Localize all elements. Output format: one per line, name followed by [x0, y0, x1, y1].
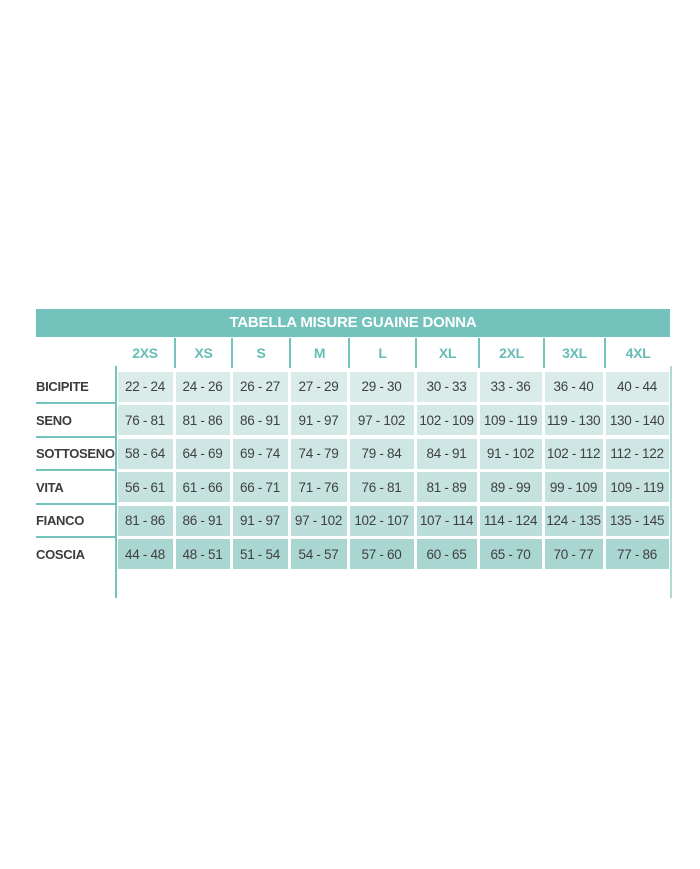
size-cell: 69 - 74	[233, 439, 288, 469]
size-cell: 79 - 84	[350, 439, 414, 469]
size-cell: 76 - 81	[350, 472, 414, 502]
size-cell: 48 - 51	[176, 539, 230, 569]
size-cell: 84 - 91	[417, 439, 477, 469]
size-cell: 29 - 30	[350, 372, 414, 402]
size-cell: 60 - 65	[417, 539, 477, 569]
row-label-coscia: COSCIA	[36, 546, 85, 562]
size-cell: 64 - 69	[176, 439, 230, 469]
size-grid	[36, 338, 670, 569]
size-cell: 71 - 76	[291, 472, 347, 502]
column-header-2xs: 2XS	[132, 345, 158, 361]
size-cell: 24 - 26	[176, 372, 230, 402]
size-cell: 130 - 140	[606, 405, 669, 435]
size-cell: 86 - 91	[233, 405, 288, 435]
size-cell: 99 - 109	[545, 472, 603, 502]
size-cell: 58 - 64	[118, 439, 173, 469]
size-cell: 119 - 130	[545, 405, 603, 435]
column-header-s: S	[231, 338, 289, 368]
size-cell: 97 - 102	[350, 405, 414, 435]
size-cell: 107 - 114	[417, 506, 477, 536]
size-cell: 86 - 91	[176, 506, 230, 536]
column-header-m: M	[289, 338, 348, 368]
column-header-xs: XS	[174, 338, 231, 368]
size-cell: 102 - 107	[350, 506, 414, 536]
size-cell: 81 - 86	[118, 506, 173, 536]
size-cell: 65 - 70	[480, 539, 542, 569]
column-header-4xl: 4XL	[604, 338, 670, 368]
size-cell: 40 - 44	[606, 372, 669, 402]
size-cell: 77 - 86	[606, 539, 669, 569]
size-table	[36, 309, 670, 569]
column-header-l: L	[348, 338, 415, 368]
size-cell: 97 - 102	[291, 506, 347, 536]
size-cell: 102 - 109	[417, 405, 477, 435]
size-cell: 89 - 99	[480, 472, 542, 502]
size-cell: 27 - 29	[291, 372, 347, 402]
table-title: TABELLA MISURE GUAINE DONNA	[36, 309, 670, 337]
size-cell: 74 - 79	[291, 439, 347, 469]
size-cell: 56 - 61	[118, 472, 173, 502]
size-cell: 91 - 97	[291, 405, 347, 435]
size-cell: 22 - 24	[118, 372, 173, 402]
size-cell: 36 - 40	[545, 372, 603, 402]
column-header-xl: XL	[415, 338, 478, 368]
size-cell: 26 - 27	[233, 372, 288, 402]
row-label-bicipite: BICIPITE	[36, 372, 116, 402]
row-label-vita: VITA	[36, 472, 116, 502]
column-header-3xl: 3XL	[543, 338, 604, 368]
size-cell: 70 - 77	[545, 539, 603, 569]
size-cell: 109 - 119	[480, 405, 542, 435]
size-cell: 91 - 97	[233, 506, 288, 536]
size-cell: 112 - 122	[606, 439, 669, 469]
size-cell: 30 - 33	[417, 372, 477, 402]
size-cell: 57 - 60	[350, 539, 414, 569]
row-label-seno: SENO	[36, 405, 116, 435]
left-border-line	[115, 366, 117, 598]
size-cell: 91 - 102	[480, 439, 542, 469]
size-cell: 109 - 119	[606, 472, 669, 502]
size-cell: 124 - 135	[545, 506, 603, 536]
column-header-2xl: 2XL	[478, 338, 543, 368]
size-cell: 66 - 71	[233, 472, 288, 502]
size-cell: 81 - 86	[176, 405, 230, 435]
row-label-fianco: FIANCO	[36, 506, 116, 536]
size-cell: 33 - 36	[480, 372, 542, 402]
size-cell: 114 - 124	[480, 506, 542, 536]
size-cell: 102 - 112	[545, 439, 603, 469]
row-label-sottoseno: SOTTOSENO	[36, 439, 116, 469]
size-cell: 81 - 89	[417, 472, 477, 502]
size-cell: 44 - 48	[118, 539, 173, 569]
size-cell: 51 - 54	[233, 539, 288, 569]
corner-cell	[36, 338, 116, 368]
size-cell: 76 - 81	[118, 405, 173, 435]
size-cell: 54 - 57	[291, 539, 347, 569]
size-cell: 61 - 66	[176, 472, 230, 502]
size-cell: 135 - 145	[606, 506, 669, 536]
right-border-line	[670, 366, 672, 598]
